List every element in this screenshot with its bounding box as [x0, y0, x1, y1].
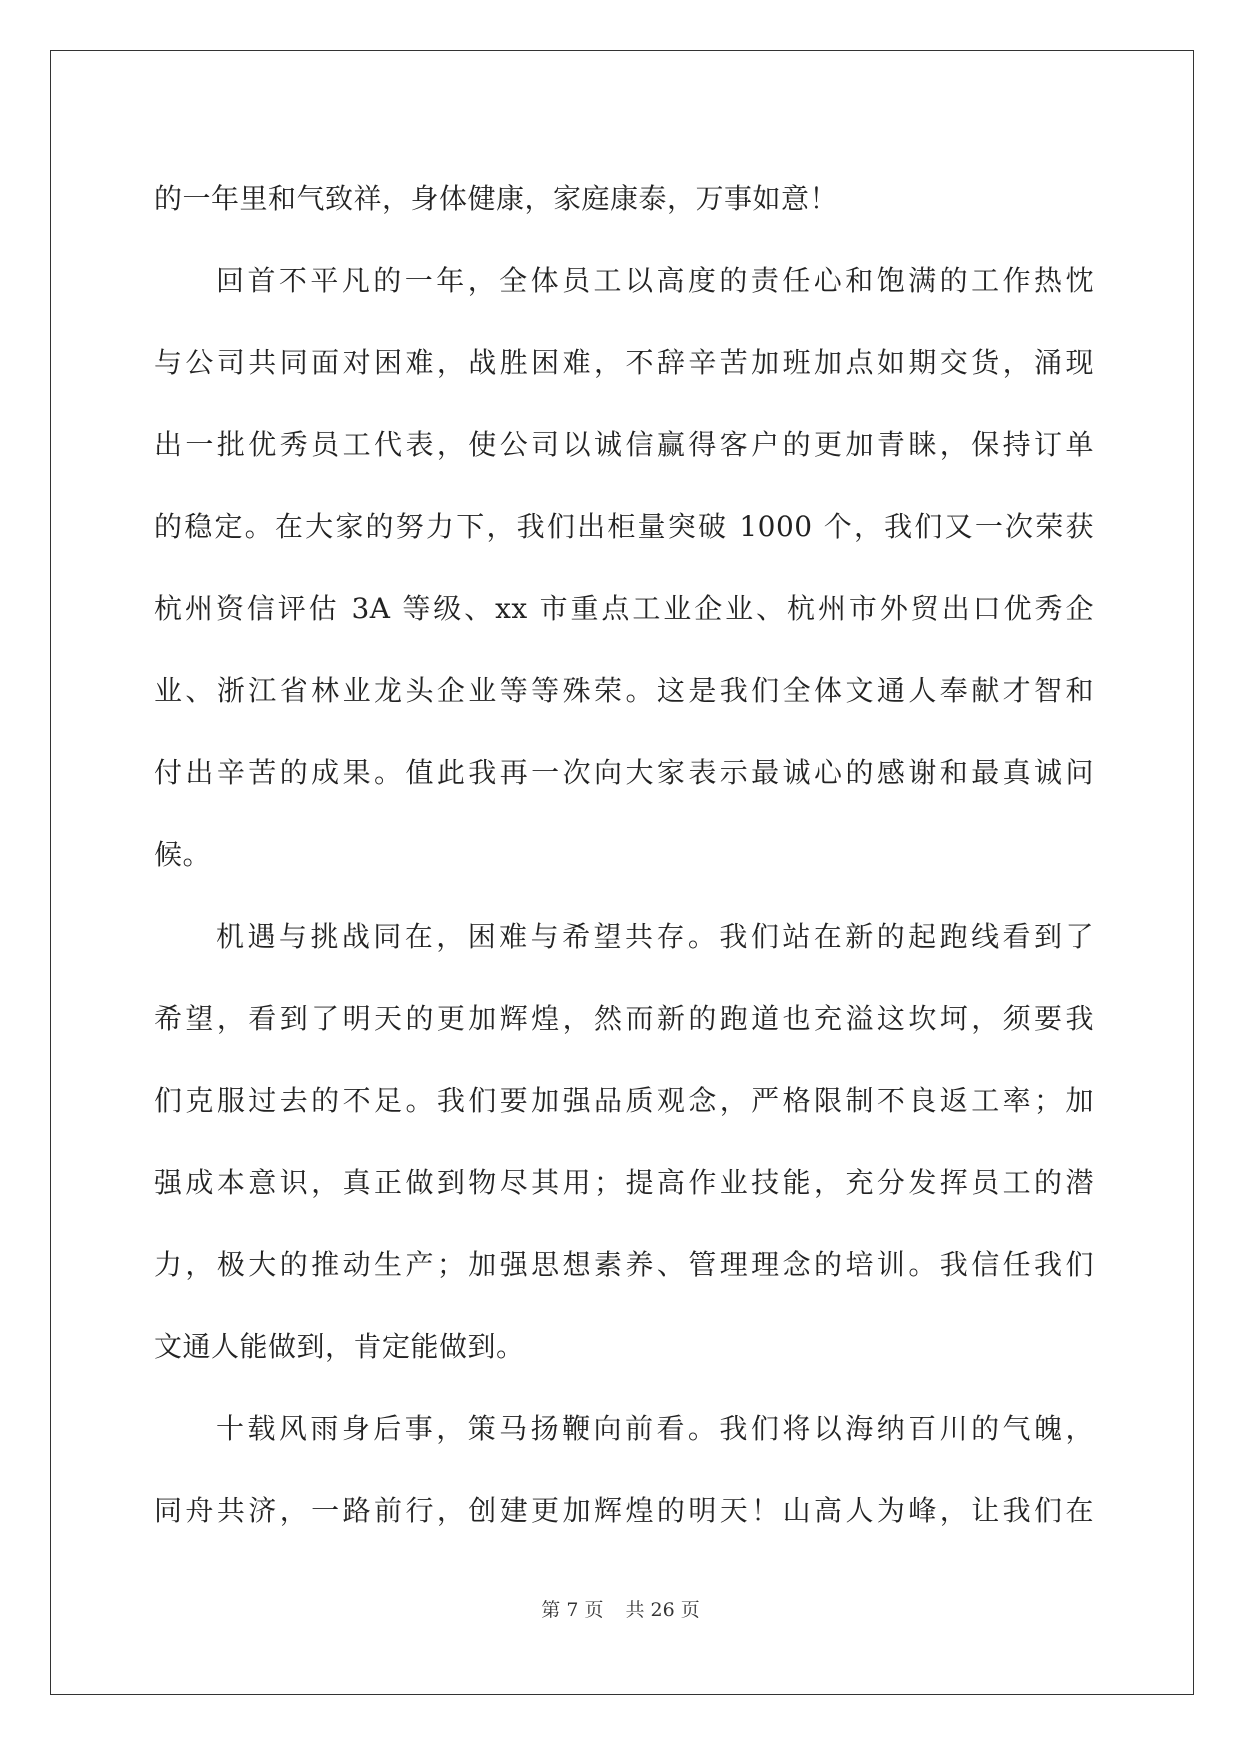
text-line: 强成本意识，真正做到物尽其用；提高作业技能，充分发挥员工的潜	[154, 1166, 1094, 1199]
text-line: 回首不平凡的一年，全体员工以高度的责任心和饱满的工作热忱	[216, 264, 1094, 297]
text-line: 同舟共济，一路前行，创建更加辉煌的明天！山高人为峰，让我们在	[154, 1494, 1094, 1527]
text-line: 的稳定。在大家的努力下，我们出柜量突破 1000 个，我们又一次荣获	[154, 510, 1094, 543]
paragraph	[154, 158, 1094, 240]
paragraph	[154, 896, 1094, 1388]
text-line: 候。	[154, 838, 212, 871]
text-line: 机遇与挑战同在，困难与希望共存。我们站在新的起跑线看到了	[216, 920, 1094, 953]
page-total: 共 26 页	[625, 1599, 700, 1621]
text-line: 们克服过去的不足。我们要加强品质观念，严格限制不良返工率；加	[154, 1084, 1094, 1117]
page-number: 第 7 页	[541, 1599, 604, 1621]
text-line: 十载风雨身后事，策马扬鞭向前看。我们将以海纳百川的气魄，	[216, 1412, 1094, 1445]
text-line: 与公司共同面对困难，战胜困难，不辞辛苦加班加点如期交货，涌现	[154, 346, 1094, 379]
page-footer	[0, 1595, 1241, 1622]
text-line: 力，极大的推动生产；加强思想素养、管理理念的培训。我信任我们	[154, 1248, 1094, 1281]
document-body	[154, 158, 1094, 1552]
text-line: 业、浙江省林业龙头企业等等殊荣。这是我们全体文通人奉献才智和	[154, 674, 1094, 707]
text-line: 希望，看到了明天的更加辉煌，然而新的跑道也充溢这坎坷，须要我	[154, 1002, 1094, 1035]
text-line: 出一批优秀员工代表，使公司以诚信赢得客户的更加青睐，保持订单	[154, 428, 1094, 461]
text-line: 付出辛苦的成果。值此我再一次向大家表示最诚心的感谢和最真诚问	[154, 756, 1094, 789]
paragraph	[154, 1388, 1094, 1552]
paragraph	[154, 240, 1094, 896]
text-line: 文通人能做到，肯定能做到。	[154, 1330, 525, 1363]
text-line: 的一年里和气致祥，身体健康，家庭康泰，万事如意！	[154, 182, 839, 215]
text-line: 杭州资信评估 3A 等级、xx 市重点工业企业、杭州市外贸出口优秀企	[154, 592, 1094, 625]
